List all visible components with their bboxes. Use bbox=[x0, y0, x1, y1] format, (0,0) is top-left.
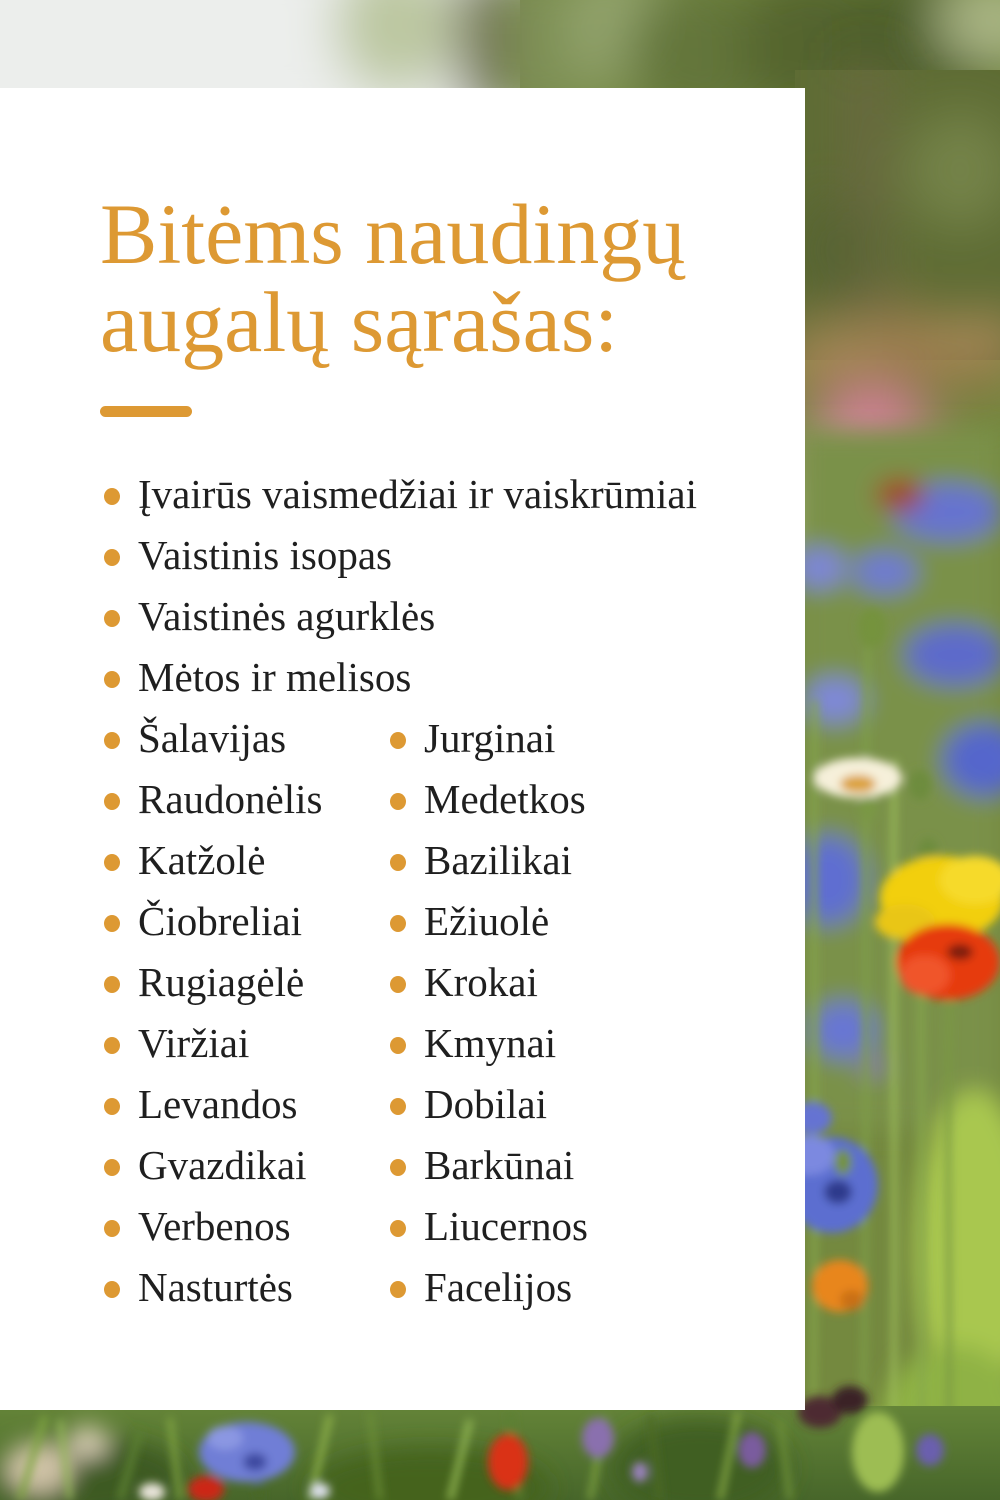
list-item-label: Jurginai bbox=[424, 715, 556, 761]
list-item bbox=[0, 649, 805, 710]
list-item-label: Liucernos bbox=[424, 1203, 588, 1249]
plant-list-left-column bbox=[0, 710, 390, 1320]
list-item bbox=[0, 710, 390, 771]
title-line-2: augalų sąrašas: bbox=[100, 274, 619, 370]
plant-list-right-column bbox=[390, 710, 805, 1320]
list-item-label: Barkūnai bbox=[424, 1142, 575, 1188]
list-item-label: Dobilai bbox=[424, 1081, 547, 1127]
list-item-label: Šalavijas bbox=[138, 715, 287, 761]
plant-list-columns bbox=[0, 710, 805, 1320]
list-item-label: Rugiagėlė bbox=[138, 959, 305, 1005]
list-item bbox=[0, 1015, 390, 1076]
list-item-label: Vaistinis isopas bbox=[138, 532, 392, 578]
list-item bbox=[0, 1137, 390, 1198]
bullet-icon bbox=[104, 1159, 120, 1176]
bullet-icon bbox=[390, 854, 406, 871]
bullet-icon bbox=[104, 1220, 120, 1237]
title-line-1: Bitėms naudingų bbox=[100, 186, 686, 282]
red-poppy bbox=[896, 924, 1000, 1000]
list-item bbox=[390, 832, 805, 893]
bullet-icon bbox=[104, 915, 120, 932]
bullet-icon bbox=[104, 793, 120, 810]
title-divider bbox=[100, 406, 192, 417]
list-item bbox=[390, 771, 805, 832]
list-item bbox=[390, 1259, 805, 1320]
bullet-icon bbox=[390, 915, 406, 932]
list-item-label: Raudonėlis bbox=[138, 776, 323, 822]
list-item-label: Nasturtės bbox=[138, 1264, 293, 1310]
list-item bbox=[0, 954, 390, 1015]
bullet-icon bbox=[104, 488, 120, 505]
bullet-icon bbox=[390, 1220, 406, 1237]
bullet-icon bbox=[390, 793, 406, 810]
list-item bbox=[390, 710, 805, 771]
bullet-icon bbox=[390, 976, 406, 993]
list-item-label: Verbenos bbox=[138, 1203, 291, 1249]
poppy-seedhead bbox=[858, 608, 886, 648]
bottom-poppy bbox=[488, 1434, 528, 1490]
list-item bbox=[390, 1076, 805, 1137]
bullet-icon bbox=[104, 1281, 120, 1298]
bullet-icon bbox=[104, 976, 120, 993]
list-item bbox=[390, 893, 805, 954]
list-item-label: Kmynai bbox=[424, 1020, 557, 1066]
bullet-icon bbox=[104, 671, 120, 688]
list-item-label: Katžolė bbox=[138, 837, 266, 883]
list-item-label: Viržiai bbox=[138, 1020, 250, 1066]
list-item-label: Krokai bbox=[424, 959, 538, 1005]
bullet-icon bbox=[390, 1098, 406, 1115]
list-item-label: Gvazdikai bbox=[138, 1142, 307, 1188]
bullet-icon bbox=[104, 1098, 120, 1115]
plant-list-full-width bbox=[0, 466, 805, 710]
list-item bbox=[0, 1076, 390, 1137]
list-item bbox=[0, 1259, 390, 1320]
list-item-label: Mėtos ir melisos bbox=[138, 654, 412, 700]
list-item bbox=[0, 893, 390, 954]
list-item-label: Medetkos bbox=[424, 776, 586, 822]
bullet-icon bbox=[390, 1159, 406, 1176]
list-item-label: Levandos bbox=[138, 1081, 298, 1127]
list-item-label: Įvairūs vaismedžiai ir vaiskrūmiai bbox=[138, 471, 698, 517]
bullet-icon bbox=[390, 1281, 406, 1298]
page-title bbox=[100, 186, 686, 370]
bullet-icon bbox=[104, 549, 120, 566]
list-item-label: Vaistinės agurklės bbox=[138, 593, 436, 639]
bullet-icon bbox=[390, 1037, 406, 1054]
list-item-label: Čiobreliai bbox=[138, 898, 302, 944]
list-item bbox=[0, 466, 805, 527]
bullet-icon bbox=[104, 732, 120, 749]
list-item-label: Ežiuolė bbox=[424, 898, 550, 944]
list-item bbox=[390, 1137, 805, 1198]
list-item bbox=[0, 832, 390, 893]
list-item bbox=[0, 588, 805, 649]
list-item-label: Bazilikai bbox=[424, 837, 573, 883]
list-item bbox=[0, 527, 805, 588]
bullet-icon bbox=[104, 1037, 120, 1054]
list-item bbox=[390, 954, 805, 1015]
list-item bbox=[0, 771, 390, 832]
bullet-icon bbox=[390, 732, 406, 749]
bullet-icon bbox=[104, 854, 120, 871]
content-card bbox=[0, 88, 805, 1410]
list-item-label: Facelijos bbox=[424, 1264, 573, 1310]
list-item bbox=[390, 1198, 805, 1259]
list-item bbox=[390, 1015, 805, 1076]
list-item bbox=[0, 1198, 390, 1259]
bullet-icon bbox=[104, 610, 120, 627]
